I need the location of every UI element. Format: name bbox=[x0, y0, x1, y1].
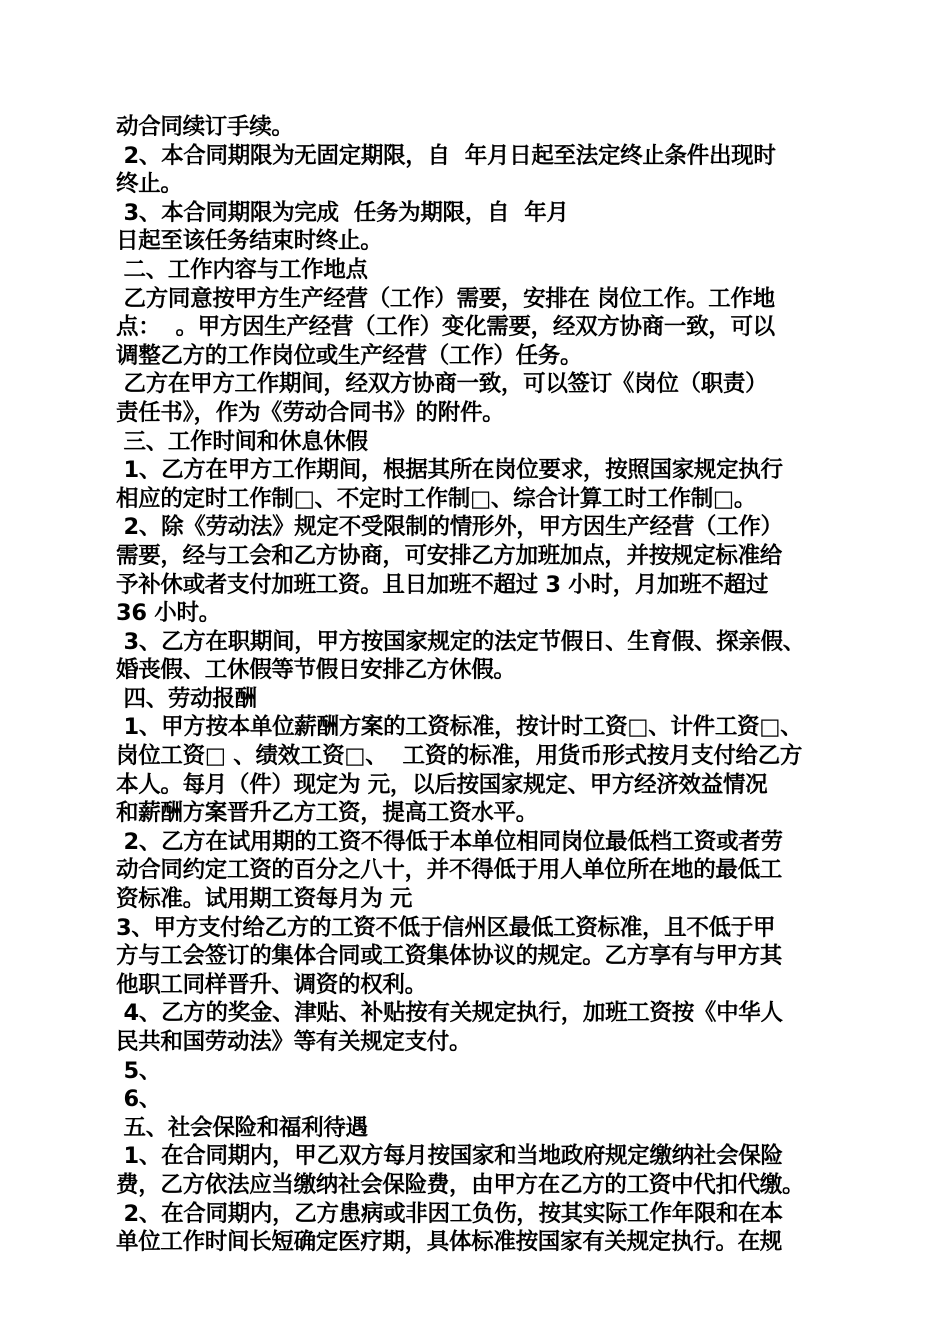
text-line: 动合同续订手续。 bbox=[116, 114, 294, 140]
text-line: 和薪酬方案晋升乙方工资，提高工资水平。 bbox=[116, 800, 538, 827]
text-line: 2、在合同期内，乙方患病或非因工负伤，按其实际工作年限和在本 bbox=[116, 1200, 783, 1227]
text-line: 费，乙方依法应当缴纳社会保险费，由甲方在乙方的工资中代扣代缴。 bbox=[116, 1171, 805, 1198]
text-line: 3、本合同期限为完成 任务为期限，自 年月 bbox=[116, 199, 569, 226]
text-line: 36 小时。 bbox=[116, 600, 221, 627]
text-line: 动合同约定工资的百分之八十，并不得低于用人单位所在地的最低工 bbox=[116, 857, 783, 884]
text-line: 单位工作时间长短确定医疗期，具体标准按国家有关规定执行。在规 bbox=[116, 1229, 783, 1256]
text-line: 3、甲方支付给乙方的工资不低于信州区最低工资标准，且不低于甲 bbox=[116, 914, 776, 941]
text-line: 日起至该任务结束时终止。 bbox=[116, 228, 383, 255]
text-line: 责任书》，作为《劳动合同书》的附件。 bbox=[116, 399, 505, 426]
text-line: 4、乙方的奖金、津贴、补贴按有关规定执行，加班工资按《中华人 bbox=[116, 1000, 783, 1027]
text-line: 点： 。甲方因生产经营（工作）变化需要，经双方协商一致，可以 bbox=[116, 314, 775, 341]
contract-body-text bbox=[116, 113, 846, 1257]
text-line: 资标准。试用期工资每月为 元 bbox=[116, 886, 413, 913]
text-line: 5、 bbox=[116, 1057, 162, 1084]
section-heading: 五、社会保险和福利待遇 bbox=[116, 1114, 368, 1141]
text-line: 6、 bbox=[116, 1086, 162, 1113]
text-line: 终止。 bbox=[116, 171, 183, 198]
section-heading: 二、工作内容与工作地点 bbox=[116, 256, 368, 283]
text-line: 乙方同意按甲方生产经营（工作）需要，安排在 岗位工作。工作地 bbox=[116, 285, 775, 312]
text-line: 民共和国劳动法》等有关规定支付。 bbox=[116, 1029, 472, 1055]
text-line: 1、在合同期内，甲乙双方每月按国家和当地政府规定缴纳社会保险 bbox=[116, 1143, 783, 1170]
text-line: 2、除《劳动法》规定不受限制的情形外，甲方因生产经营（工作） bbox=[116, 514, 783, 541]
text-line: 岗位工资□ 、绩效工资□、 工资的标准，用货币形式按月支付给乙方 bbox=[116, 743, 803, 770]
text-line: 1、甲方按本单位薪酬方案的工资标准，按计时工资□、计件工资□、 bbox=[116, 714, 803, 741]
text-line: 乙方在甲方工作期间，经双方协商一致，可以签订《岗位（职责） bbox=[116, 371, 768, 398]
text-line: 1、乙方在甲方工作期间，根据其所在岗位要求，按照国家规定执行 bbox=[116, 457, 783, 484]
text-line: 他职工同样晋升、调资的权利。 bbox=[116, 971, 427, 998]
text-line: 予补休或者支付加班工资。且日加班不超过 3 小时，月加班不超过 bbox=[116, 571, 769, 598]
text-line: 3、乙方在职期间，甲方按国家规定的法定节假日、生育假、探亲假、 bbox=[116, 628, 805, 655]
text-line: 本人。每月（件）现定为 元，以后按国家规定、甲方经济效益情况 bbox=[116, 771, 768, 798]
text-line: 方与工会签订的集体合同或工资集体协议的规定。乙方享有与甲方其 bbox=[116, 943, 783, 970]
text-line: 调整乙方的工作岗位或生产经营（工作）任务。 bbox=[116, 342, 583, 369]
section-heading: 四、劳动报酬 bbox=[116, 685, 257, 712]
text-line: 2、本合同期限为无固定期限，自 年月日起至法定终止条件出现时 bbox=[116, 142, 776, 169]
text-line: 婚丧假、工休假等节假日安排乙方休假。 bbox=[116, 657, 516, 684]
section-heading: 三、工作时间和休息休假 bbox=[116, 428, 368, 455]
text-line: 2、乙方在试用期的工资不得低于本单位相同岗位最低档工资或者劳 bbox=[116, 828, 783, 855]
text-line: 相应的定时工作制□、不定时工作制□、综合计算工时工作制□。 bbox=[116, 485, 757, 512]
text-line: 需要，经与工会和乙方协商，可安排乙方加班加点，并按规定标准给 bbox=[116, 542, 783, 569]
